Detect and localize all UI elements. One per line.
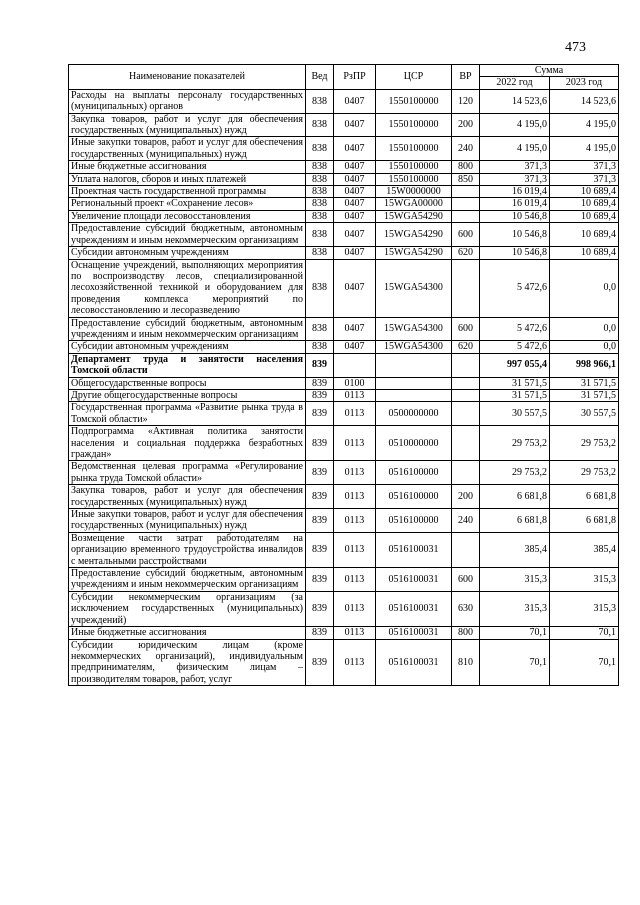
cell-csr: 15WGA54300 <box>376 341 452 353</box>
cell-csr <box>376 353 452 377</box>
cell-vr: 800 <box>452 627 480 639</box>
cell-csr: 0516100031 <box>376 568 452 592</box>
table-row <box>69 137 619 161</box>
cell-csr: 0516100031 <box>376 532 452 567</box>
cell-value-2022: 6 681,8 <box>480 485 550 509</box>
cell-ved: 839 <box>306 532 334 567</box>
header-rzpr: РзПР <box>334 65 376 90</box>
cell-rzpr: 0113 <box>334 426 376 461</box>
cell-vr <box>452 186 480 198</box>
cell-value-2023: 10 689,4 <box>550 198 619 210</box>
cell-value-2022: 4 195,0 <box>480 137 550 161</box>
cell-rzpr: 0407 <box>334 137 376 161</box>
cell-value-2023: 14 523,6 <box>550 89 619 113</box>
cell-csr: 0500000000 <box>376 402 452 426</box>
cell-name: Проектная часть государственной программы <box>69 186 306 198</box>
cell-name: Иные закупки товаров, работ и услуг для обеспечения государственных (муниципальных) нужд <box>69 509 306 533</box>
cell-value-2023: 0,0 <box>550 341 619 353</box>
cell-ved: 839 <box>306 627 334 639</box>
cell-ved: 838 <box>306 223 334 247</box>
cell-ved: 838 <box>306 89 334 113</box>
cell-csr: 15WGA54290 <box>376 210 452 222</box>
cell-ved: 839 <box>306 402 334 426</box>
cell-ved: 838 <box>306 161 334 173</box>
header-year-2022: 2022 год <box>480 77 550 89</box>
cell-rzpr: 0407 <box>334 173 376 185</box>
cell-rzpr <box>334 353 376 377</box>
cell-value-2022: 4 195,0 <box>480 113 550 137</box>
cell-value-2022: 29 753,2 <box>480 461 550 485</box>
cell-value-2022: 10 546,8 <box>480 210 550 222</box>
cell-csr: 1550100000 <box>376 89 452 113</box>
cell-value-2023: 6 681,8 <box>550 485 619 509</box>
cell-rzpr: 0407 <box>334 186 376 198</box>
cell-rzpr: 0113 <box>334 402 376 426</box>
cell-name: Предоставление субсидий бюджетным, автономным учреждениям и иным некоммерческим организациям <box>69 317 306 341</box>
cell-vr: 200 <box>452 485 480 509</box>
cell-value-2022: 5 472,6 <box>480 317 550 341</box>
cell-csr: 0516100031 <box>376 591 452 626</box>
cell-value-2022: 29 753,2 <box>480 426 550 461</box>
cell-value-2023: 29 753,2 <box>550 426 619 461</box>
cell-vr <box>452 210 480 222</box>
cell-rzpr: 0407 <box>334 259 376 317</box>
cell-name: Закупка товаров, работ и услуг для обеспечения государственных (муниципальных) нужд <box>69 113 306 137</box>
cell-rzpr: 0100 <box>334 377 376 389</box>
table-body <box>69 89 619 685</box>
cell-value-2022: 30 557,5 <box>480 402 550 426</box>
cell-vr: 600 <box>452 317 480 341</box>
cell-value-2022: 5 472,6 <box>480 341 550 353</box>
cell-value-2023: 31 571,5 <box>550 389 619 401</box>
cell-rzpr: 0113 <box>334 509 376 533</box>
cell-name: Закупка товаров, работ и услуг для обеспечения государственных (муниципальных) нужд <box>69 485 306 509</box>
cell-vr <box>452 402 480 426</box>
cell-name: Региональный проект «Сохранение лесов» <box>69 198 306 210</box>
cell-csr: 1550100000 <box>376 173 452 185</box>
cell-csr: 1550100000 <box>376 137 452 161</box>
cell-name: Другие общегосударственные вопросы <box>69 389 306 401</box>
cell-rzpr: 0407 <box>334 113 376 137</box>
cell-rzpr: 0113 <box>334 461 376 485</box>
cell-rzpr: 0113 <box>334 627 376 639</box>
cell-value-2023: 31 571,5 <box>550 377 619 389</box>
cell-value-2023: 10 689,4 <box>550 210 619 222</box>
cell-csr: 1550100000 <box>376 161 452 173</box>
cell-csr: 0516100000 <box>376 461 452 485</box>
cell-value-2022: 315,3 <box>480 568 550 592</box>
cell-ved: 838 <box>306 259 334 317</box>
cell-value-2022: 31 571,5 <box>480 389 550 401</box>
cell-name: Субсидии юридическим лицам (кроме некоммерческих организаций), индивидуальным предпринимателям, физическим лицам – производителям товаров, работ, услуг <box>69 639 306 686</box>
cell-csr: 0510000000 <box>376 426 452 461</box>
cell-csr: 15WGA00000 <box>376 198 452 210</box>
cell-name: Предоставление субсидий бюджетным, автономным учреждениям и иным некоммерческим организациям <box>69 568 306 592</box>
cell-value-2023: 998 966,1 <box>550 353 619 377</box>
table-row <box>69 639 619 686</box>
header-vr: ВР <box>452 65 480 90</box>
cell-vr: 120 <box>452 89 480 113</box>
cell-rzpr: 0113 <box>334 591 376 626</box>
cell-name: Государственная программа «Развитие рынка труда в Томской области» <box>69 402 306 426</box>
cell-rzpr: 0113 <box>334 485 376 509</box>
cell-vr <box>452 198 480 210</box>
cell-ved: 839 <box>306 509 334 533</box>
table-row <box>69 377 619 389</box>
cell-vr: 620 <box>452 247 480 259</box>
cell-vr: 620 <box>452 341 480 353</box>
cell-value-2022: 371,3 <box>480 173 550 185</box>
cell-value-2022: 997 055,4 <box>480 353 550 377</box>
cell-csr: 15WGA54290 <box>376 247 452 259</box>
cell-rzpr: 0407 <box>334 198 376 210</box>
cell-ved: 838 <box>306 186 334 198</box>
table-row <box>69 161 619 173</box>
cell-rzpr: 0407 <box>334 317 376 341</box>
header-name: Наименование показателей <box>69 65 306 90</box>
cell-value-2023: 371,3 <box>550 173 619 185</box>
cell-csr: 0516100031 <box>376 639 452 686</box>
cell-ved: 839 <box>306 639 334 686</box>
budget-table <box>68 64 619 686</box>
cell-csr: 0516100000 <box>376 485 452 509</box>
cell-name: Предоставление субсидий бюджетным, автономным учреждениям и иным некоммерческим организациям <box>69 223 306 247</box>
cell-vr <box>452 532 480 567</box>
cell-name: Иные бюджетные ассигнования <box>69 161 306 173</box>
cell-value-2023: 6 681,8 <box>550 509 619 533</box>
cell-ved: 839 <box>306 591 334 626</box>
header-ved: Вед <box>306 65 334 90</box>
cell-vr: 630 <box>452 591 480 626</box>
page-number: 473 <box>565 40 586 55</box>
cell-ved: 838 <box>306 247 334 259</box>
cell-name: Оснащение учреждений, выполняющих мероприятия по воспроизводству лесов, специализированной лесохозяйственной техникой и оборудованием для проведения комплекса мероприятий по лесовосстановлению и лесоразведению <box>69 259 306 317</box>
table-row <box>69 173 619 185</box>
table-row <box>69 210 619 222</box>
cell-value-2022: 70,1 <box>480 627 550 639</box>
cell-ved: 838 <box>306 317 334 341</box>
cell-vr: 600 <box>452 568 480 592</box>
table-row <box>69 509 619 533</box>
cell-rzpr: 0407 <box>334 341 376 353</box>
table-row <box>69 223 619 247</box>
cell-rzpr: 0113 <box>334 532 376 567</box>
cell-ved: 838 <box>306 210 334 222</box>
cell-ved: 839 <box>306 389 334 401</box>
cell-value-2022: 315,3 <box>480 591 550 626</box>
header-csr: ЦСР <box>376 65 452 90</box>
cell-rzpr: 0407 <box>334 210 376 222</box>
table-row <box>69 532 619 567</box>
cell-ved: 838 <box>306 113 334 137</box>
cell-ved: 839 <box>306 377 334 389</box>
cell-vr: 600 <box>452 223 480 247</box>
header-sum: Сумма <box>480 65 619 77</box>
cell-ved: 838 <box>306 198 334 210</box>
cell-name: Субсидии некоммерческим организациям (за исключением государственных (муниципальных) учреждений) <box>69 591 306 626</box>
cell-rzpr: 0407 <box>334 89 376 113</box>
cell-ved: 838 <box>306 341 334 353</box>
cell-vr: 800 <box>452 161 480 173</box>
cell-rzpr: 0113 <box>334 389 376 401</box>
cell-value-2022: 385,4 <box>480 532 550 567</box>
table-row <box>69 389 619 401</box>
table-row <box>69 247 619 259</box>
cell-csr: 0516100031 <box>376 627 452 639</box>
cell-value-2023: 10 689,4 <box>550 223 619 247</box>
cell-ved: 839 <box>306 568 334 592</box>
cell-value-2023: 0,0 <box>550 317 619 341</box>
cell-vr: 810 <box>452 639 480 686</box>
cell-rzpr: 0407 <box>334 247 376 259</box>
table-row <box>69 198 619 210</box>
table-row <box>69 402 619 426</box>
cell-name: Расходы на выплаты персоналу государственных (муниципальных) органов <box>69 89 306 113</box>
cell-name: Ведомственная целевая программа «Регулирование рынка труда Томской области» <box>69 461 306 485</box>
table-row <box>69 113 619 137</box>
cell-value-2022: 6 681,8 <box>480 509 550 533</box>
cell-value-2022: 16 019,4 <box>480 198 550 210</box>
cell-name: Субсидии автономным учреждениям <box>69 247 306 259</box>
cell-csr: 0516100000 <box>376 509 452 533</box>
cell-value-2023: 315,3 <box>550 591 619 626</box>
cell-rzpr: 0407 <box>334 161 376 173</box>
cell-vr: 200 <box>452 113 480 137</box>
cell-value-2022: 371,3 <box>480 161 550 173</box>
cell-value-2022: 31 571,5 <box>480 377 550 389</box>
cell-rzpr: 0113 <box>334 639 376 686</box>
table-row <box>69 317 619 341</box>
cell-name: Общегосударственные вопросы <box>69 377 306 389</box>
cell-vr <box>452 377 480 389</box>
cell-name: Иные бюджетные ассигнования <box>69 627 306 639</box>
cell-ved: 839 <box>306 461 334 485</box>
cell-csr: 15WGA54290 <box>376 223 452 247</box>
cell-value-2023: 385,4 <box>550 532 619 567</box>
table-row <box>69 186 619 198</box>
table-row <box>69 568 619 592</box>
cell-ved: 839 <box>306 485 334 509</box>
cell-rzpr: 0407 <box>334 223 376 247</box>
cell-vr <box>452 259 480 317</box>
cell-csr <box>376 389 452 401</box>
table-row <box>69 341 619 353</box>
header-year-2023: 2023 год <box>550 77 619 89</box>
cell-value-2022: 16 019,4 <box>480 186 550 198</box>
cell-value-2023: 371,3 <box>550 161 619 173</box>
cell-value-2023: 29 753,2 <box>550 461 619 485</box>
cell-vr: 850 <box>452 173 480 185</box>
cell-value-2023: 70,1 <box>550 639 619 686</box>
cell-value-2022: 5 472,6 <box>480 259 550 317</box>
table-row <box>69 485 619 509</box>
cell-csr <box>376 377 452 389</box>
cell-vr <box>452 426 480 461</box>
cell-name: Возмещение части затрат работодателям на организацию временного трудоустройства инвалидов с ментальными расстройствами <box>69 532 306 567</box>
cell-value-2023: 10 689,4 <box>550 247 619 259</box>
cell-csr: 15W0000000 <box>376 186 452 198</box>
cell-vr <box>452 353 480 377</box>
cell-value-2022: 70,1 <box>480 639 550 686</box>
cell-vr <box>452 389 480 401</box>
cell-ved: 838 <box>306 137 334 161</box>
cell-csr: 1550100000 <box>376 113 452 137</box>
table-row <box>69 426 619 461</box>
cell-name: Подпрограмма «Активная политика занятости населения и социальная поддержка безработных граждан» <box>69 426 306 461</box>
cell-name: Субсидии автономным учреждениям <box>69 341 306 353</box>
cell-csr: 15WGA54300 <box>376 259 452 317</box>
cell-vr <box>452 461 480 485</box>
cell-value-2023: 10 689,4 <box>550 186 619 198</box>
cell-value-2022: 14 523,6 <box>480 89 550 113</box>
cell-name: Уплата налогов, сборов и иных платежей <box>69 173 306 185</box>
cell-ved: 839 <box>306 426 334 461</box>
table-row <box>69 461 619 485</box>
cell-csr: 15WGA54300 <box>376 317 452 341</box>
cell-name: Департамент труда и занятости населения Томской области <box>69 353 306 377</box>
table-row <box>69 591 619 626</box>
table-row <box>69 627 619 639</box>
cell-value-2023: 4 195,0 <box>550 137 619 161</box>
cell-vr: 240 <box>452 137 480 161</box>
cell-value-2023: 0,0 <box>550 259 619 317</box>
table-row <box>69 353 619 377</box>
cell-value-2023: 30 557,5 <box>550 402 619 426</box>
cell-vr: 240 <box>452 509 480 533</box>
cell-value-2023: 4 195,0 <box>550 113 619 137</box>
table-row <box>69 89 619 113</box>
cell-value-2023: 70,1 <box>550 627 619 639</box>
cell-value-2022: 10 546,8 <box>480 247 550 259</box>
cell-value-2023: 315,3 <box>550 568 619 592</box>
cell-name: Увеличение площади лесовосстановления <box>69 210 306 222</box>
cell-ved: 839 <box>306 353 334 377</box>
cell-name: Иные закупки товаров, работ и услуг для обеспечения государственных (муниципальных) нужд <box>69 137 306 161</box>
table-row <box>69 259 619 317</box>
cell-ved: 838 <box>306 173 334 185</box>
cell-value-2022: 10 546,8 <box>480 223 550 247</box>
cell-rzpr: 0113 <box>334 568 376 592</box>
